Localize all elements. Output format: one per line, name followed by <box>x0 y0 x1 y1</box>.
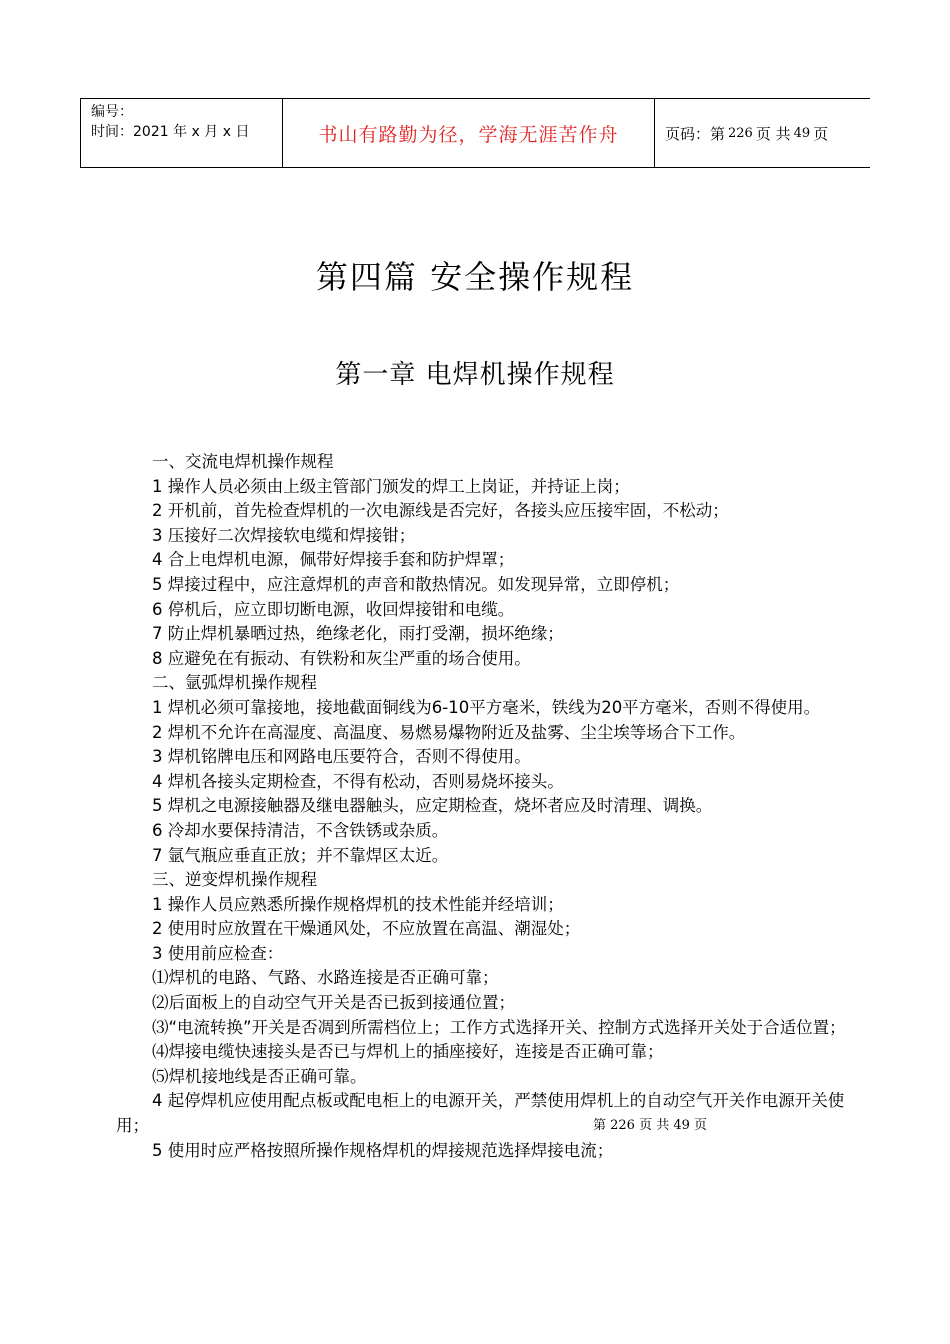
header-motto-cell <box>283 99 655 167</box>
document-header-table <box>80 98 870 168</box>
text-line: 4 起停焊机应使用配点板或配电柜上的电源开关，严禁使用焊机上的自动空气开关作电源开关使用； <box>116 1091 845 1136</box>
number-label: 编号： <box>91 104 133 120</box>
text-line: 1 操作人员必须由上级主管部门颁发的焊工上岗证，并持证上岗； <box>152 476 630 496</box>
section-title: 第四篇 安全操作规程 <box>315 258 635 296</box>
motto-text: 书山有路勤为径，学海无涯苦作舟 <box>318 123 619 146</box>
text-line: 5 焊机之电源接触器及继电器触头，应定期检查，烧坏者应及时清理、调换。 <box>152 796 713 816</box>
page-footer: 第 226 页 共 49 页 <box>593 1118 708 1133</box>
text-line: 3 压接好二次焊接软电缆和焊接钳； <box>152 525 416 545</box>
time-label: 时间：2021 年 x 月 x 日 <box>91 124 250 140</box>
page-mid: 页 共 <box>755 124 791 143</box>
header-meta-cell <box>81 99 283 167</box>
text-line: 1 焊机必须可靠接地，接地截面铜线为6-10平方毫米，铁线为20平方毫米，否则不得使用。 <box>152 697 821 717</box>
header-page-cell <box>655 99 870 167</box>
heading-line: 二、氩弧焊机操作规程 <box>152 673 317 693</box>
page-suffix: 页 <box>813 124 829 143</box>
text-line: 7 氩气瓶应垂直正放；并不靠焊区太近。 <box>152 845 449 865</box>
text-line: 3 焊机铭牌电压和网路电压要符合，否则不得使用。 <box>152 747 531 767</box>
text-line: 2 使用时应放置在干燥通风处，不应放置在高温、潮湿处； <box>152 919 581 939</box>
text-line: 3 使用前应检查： <box>152 943 284 963</box>
page-current: 226 <box>728 125 753 141</box>
text-line: 6 停机后，应立即切断电源，收回焊接钳和电缆。 <box>152 599 515 619</box>
text-line: ⑶“电流转换”开关是否凋到所需档位上；工作方式选择开关、控制方式选择开关处于合适位置； <box>152 1017 846 1037</box>
chapter-title: 第一章 电焊机操作规程 <box>335 360 615 390</box>
text-line: 2 开机前，首先检查焊机的一次电源线是否完好，各接头应压接牢固，不松动； <box>152 501 729 521</box>
page-prefix: 页码：第 <box>665 124 726 143</box>
text-line: 6 冷却水要保持清洁，不含铁锈或杂质。 <box>152 820 449 840</box>
text-line: 5 使用时应严格按照所操作规格焊机的焊接规范选择焊接电流； <box>152 1140 614 1160</box>
text-line: ⑴焊机的电路、气路、水路连接是否正确可靠； <box>152 968 499 988</box>
page-total: 49 <box>793 125 811 141</box>
text-line: 2 焊机不允许在高湿度、高温度、易燃易爆物附近及盐雾、尘尘埃等场合下工作。 <box>152 722 746 742</box>
text-line: 1 操作人员应熟悉所操作规格焊机的技术性能并经培训； <box>152 894 564 914</box>
text-line: 4 焊机各接头定期检查，不得有松动，否则易烧坏接头。 <box>152 771 564 791</box>
text-line: ⑷焊接电缆快速接头是否已与焊机上的插座接好，连接是否正确可靠； <box>152 1042 664 1062</box>
text-line: 4 合上电焊机电源，佩带好焊接手套和防护焊罩； <box>152 550 515 570</box>
body-text <box>116 450 866 1163</box>
text-line: 7 防止焊机暴晒过热，绝缘老化，雨打受潮，损坏绝缘； <box>152 624 564 644</box>
text-line: 8 应避免在有振动、有铁粉和灰尘严重的场合使用。 <box>152 648 531 668</box>
text-line: 5 焊接过程中，应注意焊机的声音和散热情况。如发现异常，立即停机； <box>152 574 680 594</box>
heading-line: 一、交流电焊机操作规程 <box>152 452 334 471</box>
heading-line: 三、逆变焊机操作规程 <box>152 870 317 890</box>
text-line: ⑵后面板上的自动空气开关是否已扳到接通位置； <box>152 993 515 1013</box>
text-line: ⑸焊机接地线是否正确可靠。 <box>152 1066 367 1086</box>
